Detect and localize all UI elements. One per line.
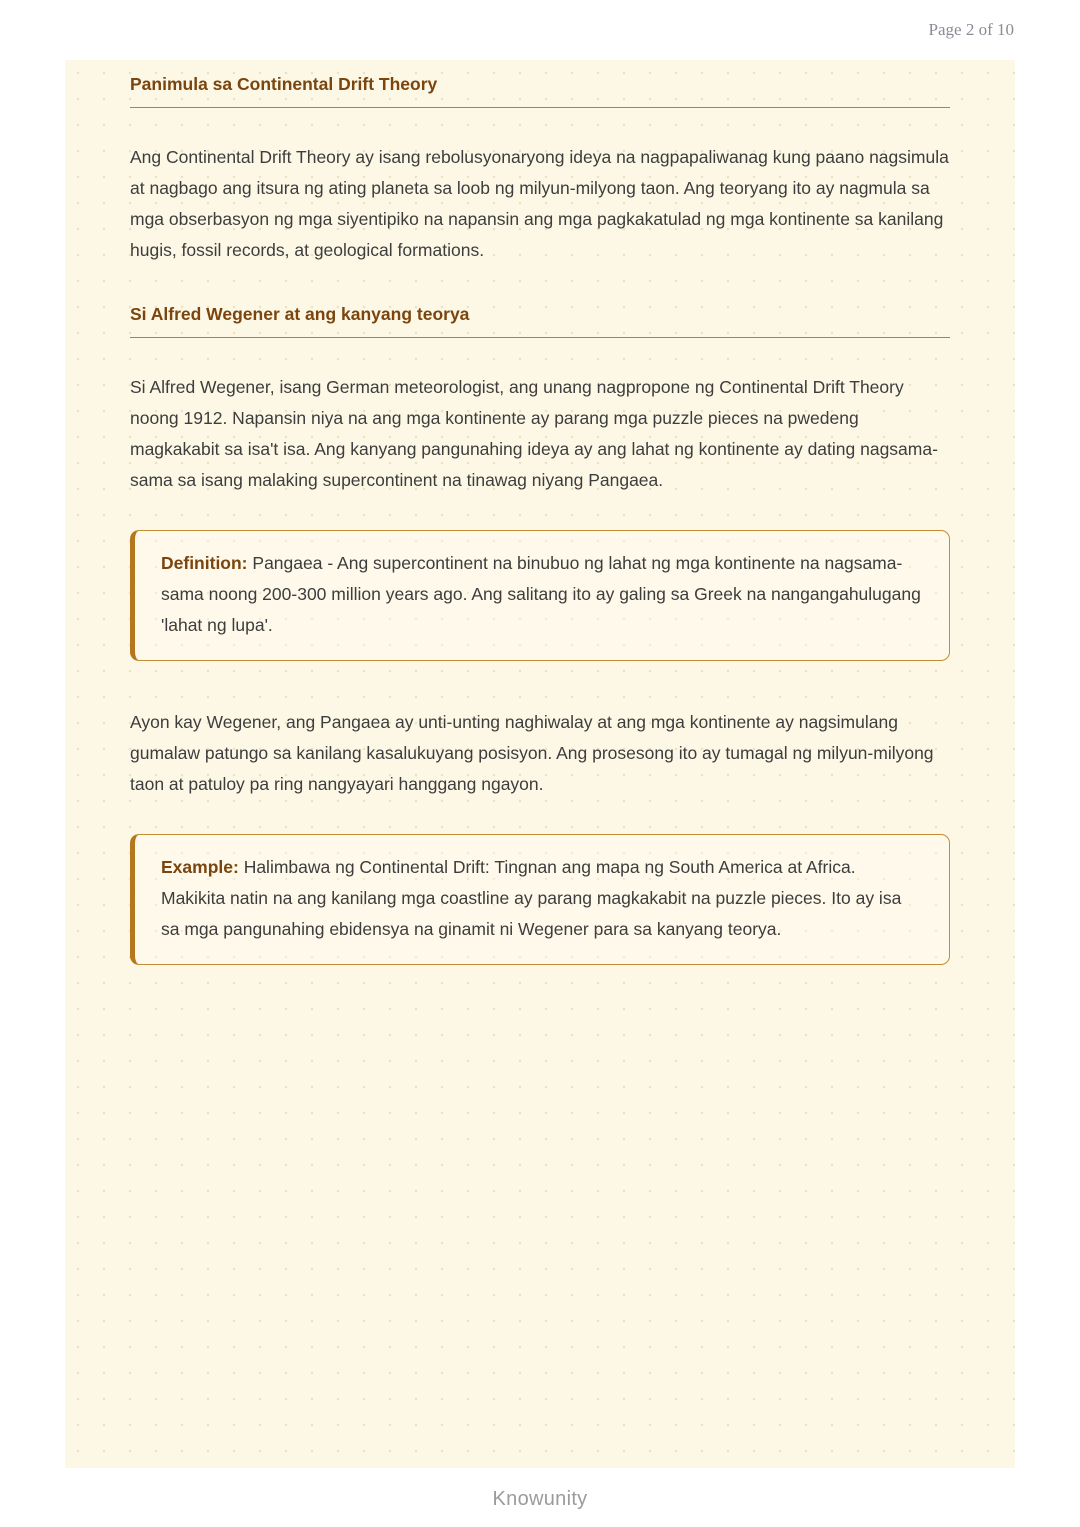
paragraph: Ayon kay Wegener, ang Pangaea ay unti-unting naghiwalay at ang mga kontinente ay nagsimulang gumalaw patungo sa kanilang kasalukuyang posisyon. Ang prosesong ito ay tumagal ng milyun-milyong taon at patuloy pa ring nangyayari hanggang ngayon.	[130, 711, 934, 794]
example-box-text	[161, 852, 923, 945]
section-wegener	[130, 304, 950, 496]
example-label: Example:	[161, 856, 239, 877]
section-heading: Panimula sa Continental Drift Theory	[130, 74, 438, 94]
section-heading: Si Alfred Wegener at ang kanyang teorya	[130, 303, 470, 324]
example-body: Halimbawa ng Continental Drift: Tingnan ang mapa ng South America at Africa. Makikita natin na ang kanilang mga coastline ay parang magkakabit na puzzle pieces. Ito ay isa sa mga pangunahing ebidensya na ginamit ni Wegener para sa kanyang teorya.	[161, 856, 902, 939]
heading-rule	[130, 337, 950, 338]
paragraph: Si Alfred Wegener, isang German meteorologist, ang unang nagpropone ng Continental Drift Theory noong 1912. Napansin niya na ang mga kontinente ay parang mga puzzle pieces na pwedeng magkakabit sa isa't isa. Ang kanyang pangunahing ideya ay ang lahat ng kontinente ay dating nagsama-sama sa isang malaking supercontinent na tinawag niyang Pangaea.	[130, 376, 938, 490]
definition-box-text	[161, 548, 923, 641]
page-number: Page 2 of 10	[928, 20, 1014, 39]
paragraph: Ang Continental Drift Theory ay isang rebolusyonaryong ideya na nagpapaliwanag kung paano nagsimula at nagbago ang itsura ng ating planeta sa loob ng milyun-milyong taon. Ang teoryang ito ay nagmula sa mga obserbasyon ng mga siyentipiko na napansin ang mga pagkakatulad ng mga kontinente sa kanilang hugis, fossil records, at geological formations.	[130, 146, 949, 260]
heading-rule	[130, 107, 950, 108]
definition-body: Pangaea - Ang supercontinent na binubuo ng lahat ng mga kontinente na nagsama-sama noong 200-300 million years ago. Ang salitang ito ay galing sa Greek na nangangahulugang 'lahat ng lupa'.	[161, 552, 921, 635]
notes-page	[65, 60, 1015, 1468]
definition-label: Definition:	[161, 552, 248, 573]
footer-brand: Knowunity	[492, 1488, 588, 1510]
definition-box	[130, 530, 950, 661]
section-panimula	[130, 74, 950, 266]
example-box	[130, 834, 950, 965]
